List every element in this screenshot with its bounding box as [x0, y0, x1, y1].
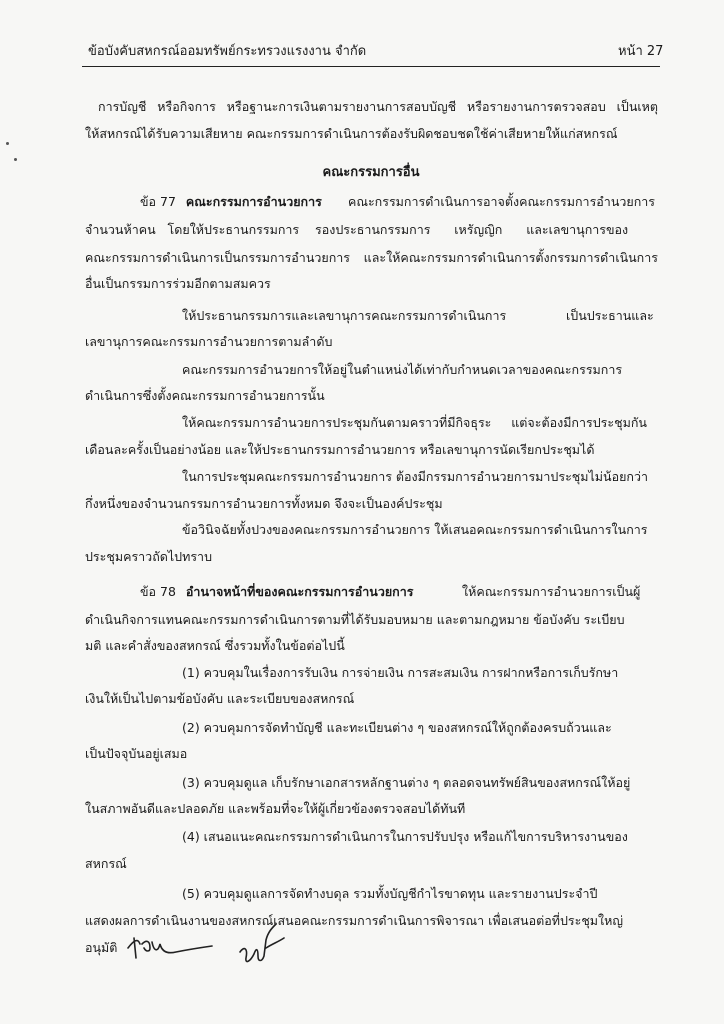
article-77-p4-line-2: เดือนละครั้งเป็นอย่างน้อย และให้ประธานกรรมการอำนวยการ หรือเลขานุการนัดเรียกประชุมได้: [85, 442, 595, 457]
article-77-p2-line-1a: ให้ประธานกรรมการและเลขานุการคณะกรรมการดำเนินการ: [182, 308, 507, 323]
item-5-line-3: อนุมัติ: [85, 940, 118, 955]
article-78-number: ข้อ 78: [140, 584, 176, 599]
scan-mark: [14, 158, 17, 161]
item-1-line-2: เงินให้เป็นไปตามข้อบังคับ และระเบียบของสหกรณ์: [85, 691, 355, 706]
article-77-p5-line-1: ในการประชุมคณะกรรมการอำนวยการ ต้องมีกรรมการอำนวยการมาประชุมไม่น้อยกว่า: [182, 469, 649, 484]
item-4-line-1: (4) เสนอแนะคณะกรรมการดำเนินการในการปรับปรุง หรือแก้ไขการบริหารงานของ: [182, 829, 628, 844]
article-77-p4-line-1: ให้คณะกรรมการอำนวยการประชุมกันตามคราวที่มีกิจธุระ แต่จะต้องมีการประชุมกัน: [182, 415, 647, 430]
page-number: หน้า 27: [618, 44, 664, 59]
article-77-p3-line-1: คณะกรรมการอำนวยการให้อยู่ในตำแหน่งได้เท่ากับกำหนดเวลาของคณะกรรมการ: [182, 362, 623, 377]
header-title: ข้อบังคับสหกรณ์ออมทรัพย์กระทรวงแรงงาน จำกัด: [88, 44, 367, 59]
article-77-p2-line-2: เลขานุการคณะกรรมการอำนวยการตามลำดับ: [85, 334, 333, 349]
signature-1: [124, 930, 216, 964]
article-77-heading: คณะกรรมการอำนวยการ: [185, 194, 322, 209]
item-4-line-2: สหกรณ์: [85, 856, 127, 871]
article-77-p3-line-2: ดำเนินการซึ่งตั้งคณะกรรมการอำนวยการนั้น: [85, 388, 325, 403]
header-divider: [82, 66, 660, 67]
intro-line-2: ให้สหกรณ์ได้รับความเสียหาย คณะกรรมการดำเนินการต้องรับผิดชอบชดใช้ค่าเสียหายให้แก่สหกรณ์: [85, 126, 618, 141]
scan-mark: [6, 142, 9, 145]
article-78-heading: อำนาจหน้าที่ของคณะกรรมการอำนวยการ: [185, 584, 414, 599]
article-77-p6-line-1: ข้อวินิจฉัยทั้งปวงของคณะกรรมการอำนวยการ ให้เสนอคณะกรรมการดำเนินการในการ: [182, 522, 648, 537]
item-5-line-2: แสดงผลการดำเนินงานของสหกรณ์เสนอคณะกรรมการดำเนินการพิจารณา เพื่อเสนอต่อที่ประชุมใหญ่: [85, 913, 624, 928]
item-2-line-2: เป็นปัจจุบันอยู่เสมอ: [85, 746, 188, 761]
article-77-paragraph: [140, 193, 322, 211]
article-78-paragraph: [140, 583, 413, 601]
article-77-line-1: คณะกรรมการดำเนินการอาจตั้งคณะกรรมการอำนวยการ: [348, 194, 656, 209]
article-78-line-3: มติ และคำสั่งของสหกรณ์ ซึ่งรวมทั้งในข้อต่อไปนี้: [85, 638, 345, 653]
intro-line-1: การบัญชี หรือกิจการ หรือฐานะการเงินตามรายงานการสอบบัญชี หรือรายงานการตรวจสอบ เป็นเหตุ: [98, 99, 658, 114]
item-1-line-1: (1) ควบคุมในเรื่องการรับเงิน การจ่ายเงิน การสะสมเงิน การฝากหรือการเก็บรักษา: [182, 665, 619, 680]
item-3-line-2: ในสภาพอันดีและปลอดภัย และพร้อมที่จะให้ผู้เกี่ยวข้องตรวจสอบได้ทันที: [85, 801, 466, 816]
item-3-line-1: (3) ควบคุมดูแล เก็บรักษาเอกสารหลักฐานต่าง ๆ ตลอดจนทรัพย์สินของสหกรณ์ให้อยู่: [182, 775, 631, 790]
article-77-line-4: อื่นเป็นกรรมการร่วมอีกตามสมควร: [85, 276, 271, 291]
article-77-line-3: คณะกรรมการดำเนินการเป็นกรรมการอำนวยการ และให้คณะกรรมการดำเนินการตั้งกรรมการดำเนินการ: [85, 250, 658, 265]
signature-2: [236, 918, 290, 970]
article-77-line-2: จำนวนห้าคน โดยให้ประธานกรรมการ รองประธานกรรมการ เหรัญญิก และเลขานุการของ: [85, 222, 629, 237]
article-77-p6-line-2: ประชุมคราวถัดไปทราบ: [85, 549, 213, 564]
article-78-line-1: ให้คณะกรรมการอำนวยการเป็นผู้: [462, 584, 641, 599]
item-2-line-1: (2) ควบคุมการจัดทำบัญชี และทะเบียนต่าง ๆ ของสหกรณ์ให้ถูกต้องครบถ้วนและ: [182, 720, 612, 735]
article-77-number: ข้อ 77: [140, 194, 176, 209]
section-title: คณะกรรมการอื่น: [322, 165, 420, 180]
article-77-p5-line-2: กึ่งหนึ่งของจำนวนกรรมการอำนวยการทั้งหมด จึงจะเป็นองค์ประชุม: [85, 496, 443, 511]
item-5-line-1: (5) ควบคุมดูแลการจัดทำงบดุล รวมทั้งบัญชีกำไรขาดทุน และรายงานประจำปี: [182, 886, 598, 901]
article-78-line-2: ดำเนินกิจการแทนคณะกรรมการดำเนินการตามที่ได้รับมอบหมาย และตามกฎหมาย ข้อบังคับ ระเบียบ: [85, 612, 625, 627]
article-77-p2-line-1b: เป็นประธานและ: [566, 308, 654, 323]
